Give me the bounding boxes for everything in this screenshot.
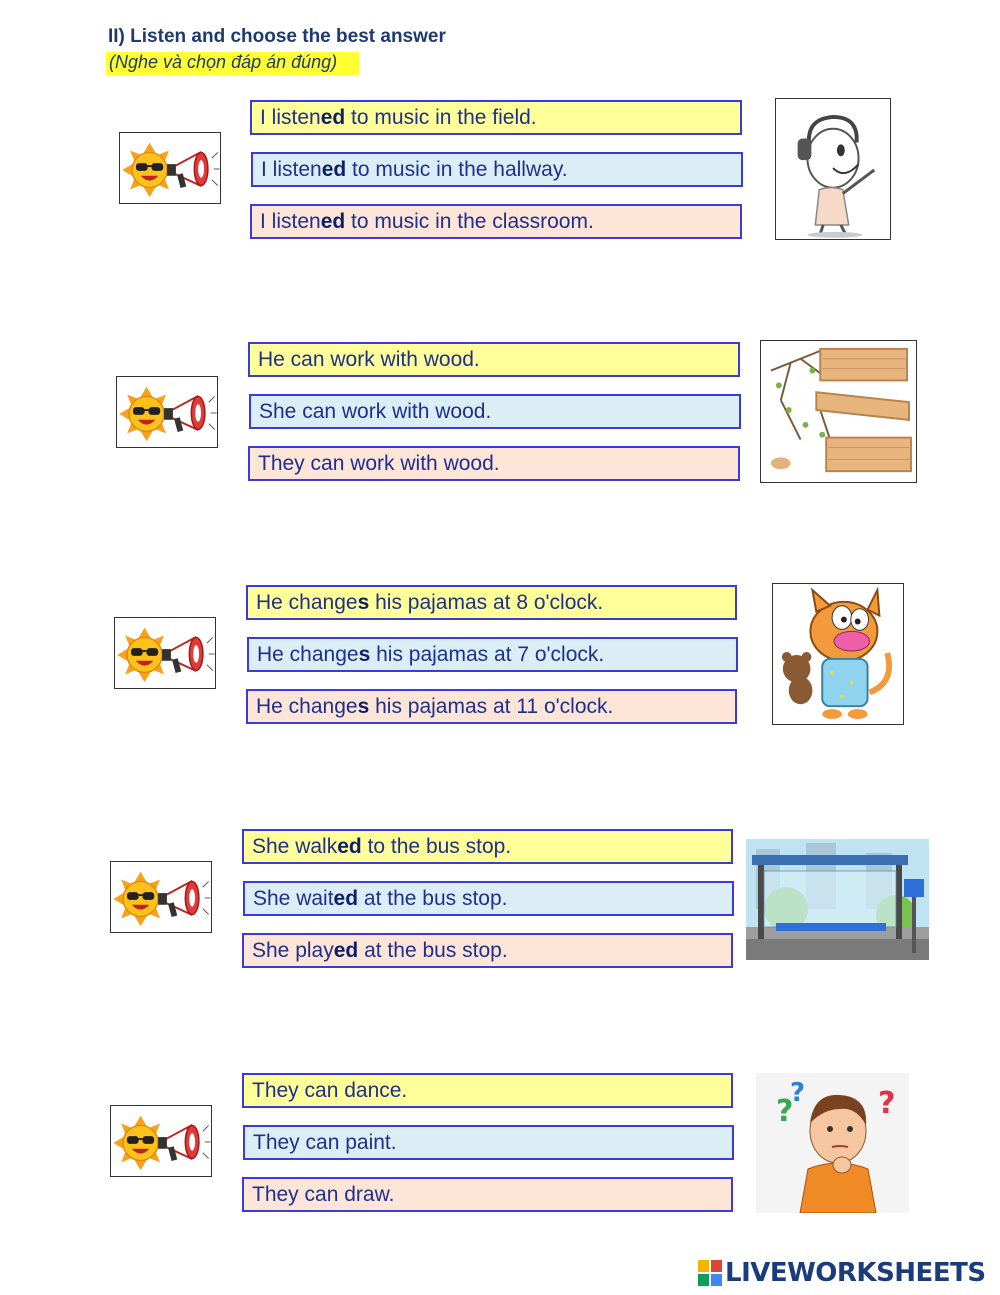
option-c[interactable]: I listened to music in the classroom.: [250, 204, 742, 239]
boy-listening-headphones-picture: [775, 98, 891, 240]
audio-play-button[interactable]: [110, 861, 212, 933]
option-c[interactable]: He changes his pajamas at 11 o'clock.: [246, 689, 737, 724]
sun-megaphone-icon: [111, 862, 211, 932]
wood-planks-picture: [760, 340, 917, 483]
svg-text:?: ?: [878, 1086, 896, 1121]
audio-play-button[interactable]: [114, 617, 216, 689]
page-subtitle: (Nghe và chọn đáp án đúng): [106, 52, 359, 75]
question-5: [0, 1071, 1000, 1221]
svg-text:?: ?: [790, 1078, 806, 1108]
audio-play-button[interactable]: [116, 376, 218, 448]
option-a[interactable]: I listened to music in the field.: [250, 100, 742, 135]
option-b[interactable]: I listened to music in the hallway.: [251, 152, 743, 187]
sun-megaphone-icon: [115, 618, 215, 688]
question-3: [0, 583, 1000, 733]
option-c[interactable]: They can draw.: [242, 1177, 733, 1212]
option-b[interactable]: They can paint.: [243, 1125, 734, 1160]
option-a[interactable]: He can work with wood.: [248, 342, 740, 377]
option-a[interactable]: They can dance.: [242, 1073, 733, 1108]
option-b[interactable]: He changes his pajamas at 7 o'clock.: [247, 637, 738, 672]
question-1: [0, 98, 1000, 248]
cat-in-pajamas-picture: [772, 583, 904, 725]
sun-megaphone-icon: [120, 133, 220, 203]
thinking-boy-picture: [756, 1073, 909, 1213]
sun-megaphone-icon: [111, 1106, 211, 1176]
audio-play-button[interactable]: [119, 132, 221, 204]
question-2: [0, 340, 1000, 490]
liveworksheets-logo-icon: [698, 1260, 722, 1286]
option-a[interactable]: She walked to the bus stop.: [242, 829, 733, 864]
option-b[interactable]: She waited at the bus stop.: [243, 881, 734, 916]
bus-stop-picture: [746, 839, 929, 960]
option-c[interactable]: She played at the bus stop.: [242, 933, 733, 968]
page-title: II) Listen and choose the best answer: [108, 26, 446, 47]
brand-name: LIVEWORKSHEETS: [725, 1258, 986, 1288]
option-a[interactable]: He changes his pajamas at 8 o'clock.: [246, 585, 737, 620]
option-b[interactable]: She can work with wood.: [249, 394, 741, 429]
option-c[interactable]: They can work with wood.: [248, 446, 740, 481]
liveworksheets-logo: [698, 1258, 986, 1288]
question-4: [0, 827, 1000, 977]
audio-play-button[interactable]: [110, 1105, 212, 1177]
sun-megaphone-icon: [117, 377, 217, 447]
svg-text:?: ?: [776, 1094, 794, 1129]
